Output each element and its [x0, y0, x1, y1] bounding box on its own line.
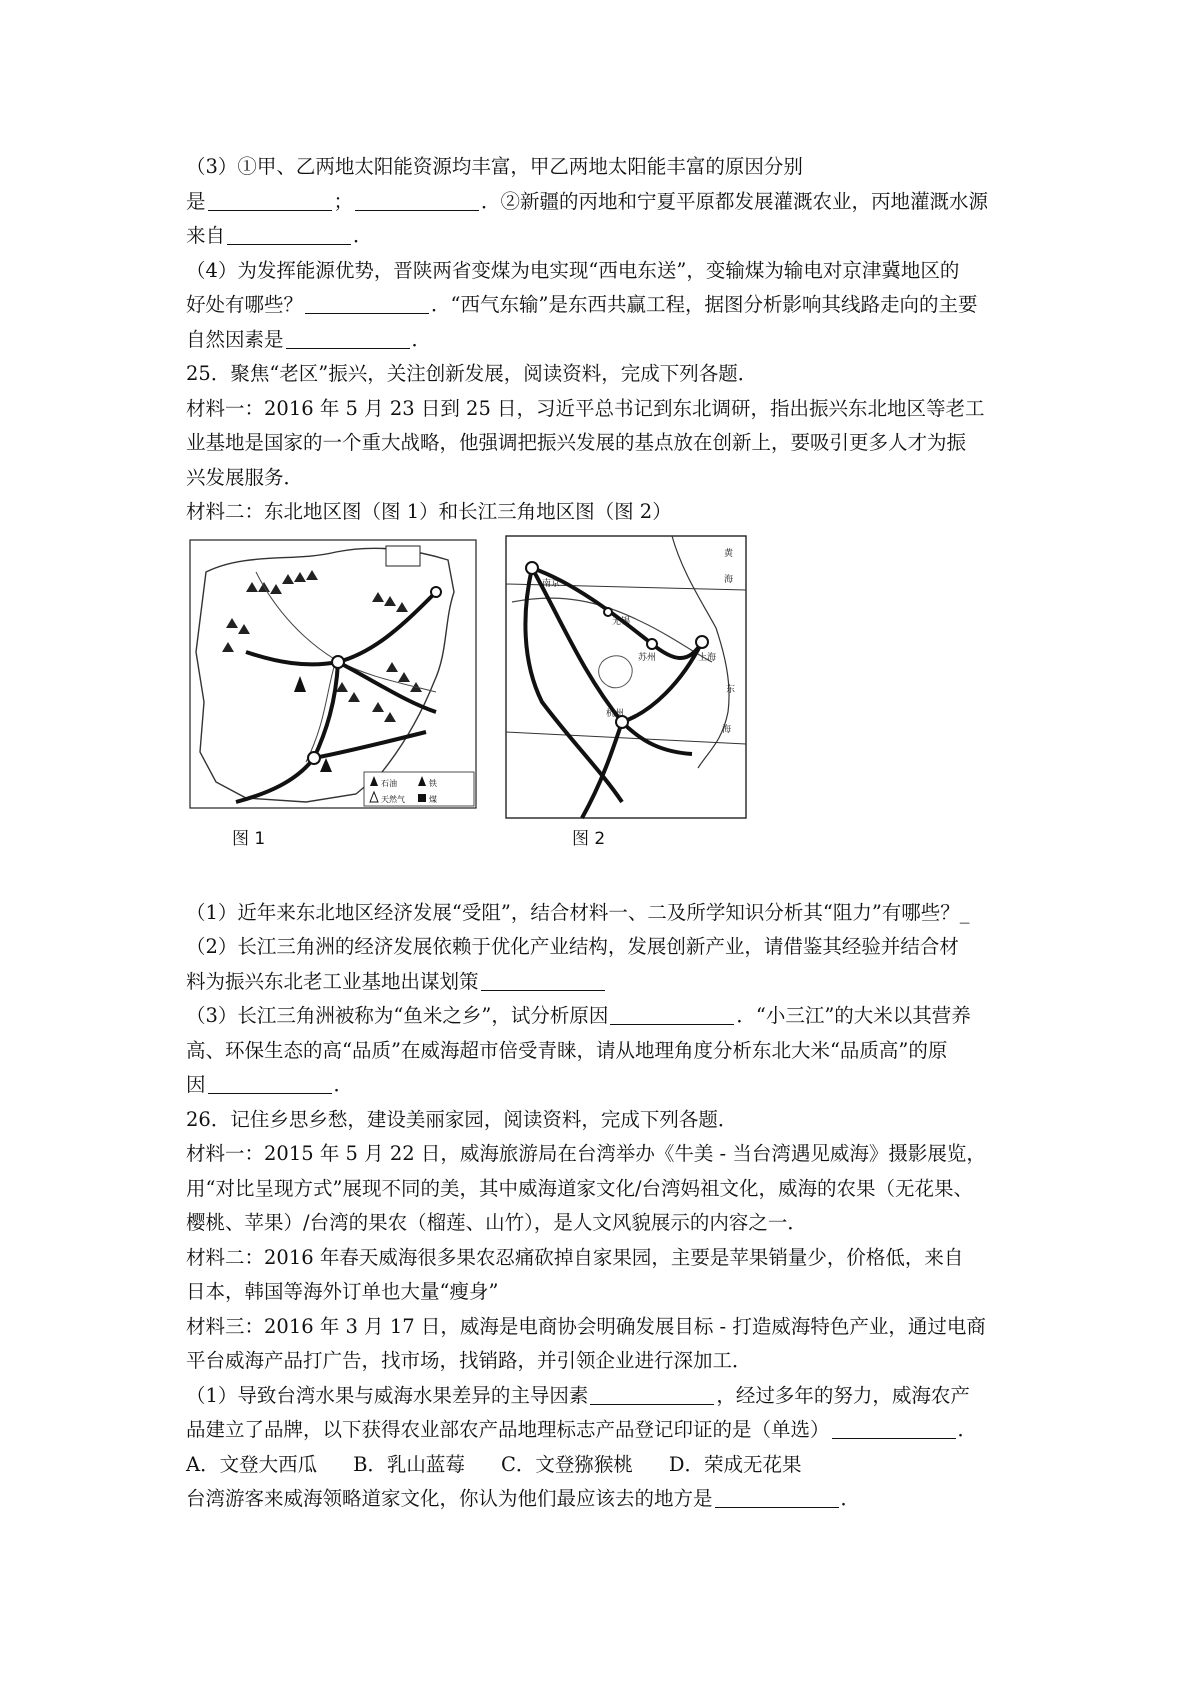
q26-q1-line1: （1）导致台湾水果与威海水果差异的主导因素 ，经过多年的努力，威海农产 — [186, 1383, 970, 1407]
q26-q1-line4: 台湾游客来威海领略道家文化，你认为他们最应该去的地方是 ． — [186, 1487, 861, 1510]
q26-material1-line2: 用“对比呈现方式”展现不同的美，其中威海道家文化/台湾妈祖文化，威海的农果（无花果、 — [186, 1176, 974, 1200]
q25-q3-line1: （3）长江三角洲被称为“鱼米之乡”，试分析原因 ．“小三江”的大米以其营养 — [186, 1004, 971, 1027]
answer-blank[interactable] — [286, 326, 410, 349]
answer-blank[interactable] — [208, 188, 332, 211]
q26-q1-line2: 品建立了品牌，以下获得农业部农产品地理标志产品登记印证的是（单选） ． — [186, 1418, 978, 1441]
q26-title: 26．记住乡思乡愁，建设美丽家园，阅读资料，完成下列各题． — [186, 1107, 738, 1131]
q26-options — [186, 1448, 1046, 1483]
option-d[interactable]: D．荣成无花果 — [668, 1452, 802, 1476]
q26-material1-line3: 樱桃、苹果）/台湾的果农（榴莲、山竹），是人文风貌展示的内容之一． — [186, 1211, 807, 1234]
label-sea2: 海 — [722, 724, 732, 735]
answer-blank[interactable] — [715, 1485, 839, 1508]
q26-material2-line1: 材料二：2016 年春天威海很多果农忍痛砍掉自家果园，主要是苹果销量少，价格低，来自 — [186, 1245, 964, 1269]
q25-q1: （1）近年来东北地区经济发展“受阻”，结合材料一、二及所学知识分析其“阻力”有哪些？_ — [186, 900, 970, 924]
option-a[interactable]: A．文登大西瓜 — [186, 1452, 318, 1476]
q25-q2-line2: 料为振兴东北老工业基地出谋划策 — [186, 965, 1046, 1000]
figure-1-caption: 图 1 — [232, 828, 266, 849]
q24-p3-line3: 来自 ． — [186, 224, 373, 247]
worksheet — [186, 150, 1046, 1517]
figure-2-caption: 图 2 — [572, 828, 606, 849]
q25-material1-line1: 材料一：2016 年 5 月 23 日到 25 日，习近平总书记到东北调研，指出振兴东北地区等老工 — [186, 396, 985, 420]
label-nanjing: 南京 — [542, 578, 561, 589]
q24-p4-line1: （4）为发挥能源优势，晋陕两省变煤为电实现“西电东送”，变输煤为输电对京津冀地区的 — [186, 258, 960, 282]
figures-row — [186, 532, 1046, 892]
figure-1-northeast-map — [186, 532, 482, 849]
answer-blank[interactable] — [481, 968, 605, 991]
label-wuxi: 无锡 — [612, 616, 631, 627]
answer-blank[interactable] — [610, 1002, 734, 1025]
legend-gas: 天然气 — [381, 794, 405, 804]
answer-blank[interactable] — [227, 222, 351, 245]
q25-q2-line1: （2）长江三角洲的经济发展依赖于优化产业结构，发展创新产业，请借鉴其经验并结合材 — [186, 935, 959, 958]
q26-material3-line2: 平台威海产品打广告，找市场，找销路，并引领企业进行深加工． — [186, 1349, 752, 1372]
label-shanghai: 上海 — [698, 652, 717, 663]
q24-p3-line1: （3）①甲、乙两地太阳能资源均丰富，甲乙两地太阳能丰富的原因分别 — [186, 155, 803, 178]
yangtze-delta-map-image — [502, 532, 752, 832]
q25-q3-line3: 因 ． — [186, 1073, 354, 1096]
legend-iron: 铁 — [429, 778, 437, 788]
northeast-map-image — [186, 532, 482, 832]
label-yellow: 黄 — [724, 548, 734, 559]
figure-1-legend — [364, 772, 474, 806]
answer-blank[interactable] — [355, 188, 479, 211]
label-suzhou: 苏州 — [638, 652, 657, 663]
q25-material2: 材料二：东北地区图（图 1）和长江三角地区图（图 2） — [186, 500, 672, 523]
q25-title: 25．聚焦“老区”振兴，关注创新发展，阅读资料，完成下列各题． — [186, 362, 758, 385]
answer-blank[interactable] — [590, 1382, 714, 1405]
q24-p4-line3: 自然因素是 ． — [186, 327, 432, 351]
label-sea1: 海 — [724, 574, 734, 585]
q25-material1-line3: 兴发展服务． — [186, 465, 304, 489]
answer-blank[interactable] — [832, 1416, 956, 1439]
q25-q3-line2: 高、环保生态的高“品质”在威海超市倍受青睐，请从地理角度分析东北大米“品质高”的原 — [186, 1038, 948, 1062]
figure-2-yangtze-delta-map — [502, 532, 752, 849]
legend-oil: 石油 — [381, 778, 397, 788]
label-east: 东 — [726, 684, 736, 695]
option-b[interactable]: B．乳山蓝莓 — [353, 1452, 465, 1476]
q25-material1-line2: 业基地是国家的一个重大战略，他强调把振兴发展的基点放在创新上，要吸引更多人才为振 — [186, 431, 967, 454]
answer-blank[interactable] — [305, 291, 429, 314]
label-hangzhou: 杭州 — [606, 708, 625, 719]
answer-blank[interactable] — [208, 1071, 332, 1094]
q24-p3-line2: 是 ； ．②新疆的丙地和宁夏平原都发展灌溉农业，丙地灌溉水源 — [186, 189, 989, 213]
legend-coal: 煤 — [429, 794, 437, 804]
q24-p4-line2: 好处有哪些？ ．“西气东输”是东西共赢工程，据图分析影响其线路走向的主要 — [186, 293, 978, 316]
q26-material2-line2: 日本，韩国等海外订单也大量“瘦身” — [186, 1280, 499, 1303]
q26-material3-line1: 材料三：2016 年 3 月 17 日，威海是电商协会明确发展目标 - 打造威海特色产业，通过电商 — [186, 1314, 986, 1338]
option-c[interactable]: C．文登猕猴桃 — [500, 1452, 633, 1476]
q26-material1-line1: 材料一：2015 年 5 月 22 日，威海旅游局在台湾举办《牛美 - 当台湾遇见威海》摄影展览， — [186, 1142, 986, 1165]
